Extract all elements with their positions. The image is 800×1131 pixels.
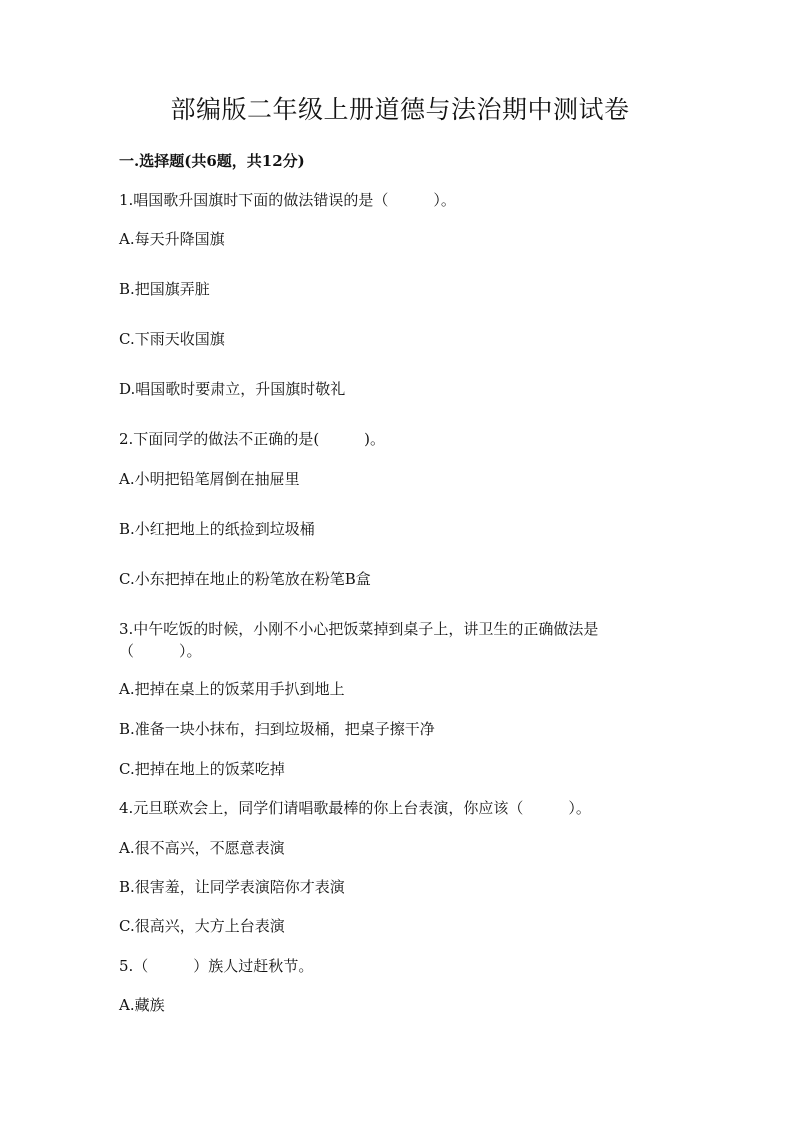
- question-3-option-b: B.准备一块小抹布，扫到垃圾桶，把桌子擦干净: [119, 720, 435, 738]
- question-1-option-a: A.每天升降国旗: [119, 230, 225, 248]
- question-4-stem: 4.元旦联欢会上，同学们请唱歌最棒的你上台表演，你应该（ ）。: [119, 799, 591, 817]
- question-1-option-c: C.下雨天收国旗: [119, 330, 225, 348]
- question-1-option-b: B.把国旗弄脏: [119, 280, 210, 298]
- question-1-stem: 1.唱国歌升国旗时下面的做法错误的是（ ）。: [119, 191, 456, 209]
- question-2-option-b: B.小红把地上的纸捡到垃圾桶: [119, 520, 315, 538]
- question-2-stem: 2.下面同学的做法不正确的是( )。: [119, 430, 386, 448]
- question-2-option-a: A.小明把铅笔屑倒在抽屉里: [119, 470, 300, 488]
- question-4-option-b: B.很害羞，让同学表演陪你才表演: [119, 878, 345, 896]
- question-1-option-d: D.唱国歌时要肃立，升国旗时敬礼: [119, 380, 346, 398]
- question-3-option-a: A.把掉在桌上的饭菜用手扒到地上: [119, 680, 345, 698]
- section-heading: 一.选择题(共6题，共12分): [119, 152, 305, 170]
- question-4-option-a: A.很不高兴，不愿意表演: [119, 839, 285, 857]
- question-4-option-c: C.很高兴，大方上台表演: [119, 917, 285, 935]
- question-3-stem: 3.中午吃饭的时候，小刚不小心把饭菜掉到桌子上，讲卫生的正确做法是: [119, 620, 599, 638]
- question-5-stem: 5.（ ）族人过赶秋节。: [119, 957, 314, 975]
- question-2-option-c: C.小东把掉在地止的粉笔放在粉笔B盒: [119, 570, 371, 588]
- page-title: 部编版二年级上册道德与法治期中测试卷: [170, 95, 630, 124]
- question-3-option-c: C.把掉在地上的饭菜吃掉: [119, 760, 285, 778]
- question-5-option-a: A.藏族: [119, 996, 165, 1014]
- question-3-stem-cont: （ ）。: [119, 642, 202, 660]
